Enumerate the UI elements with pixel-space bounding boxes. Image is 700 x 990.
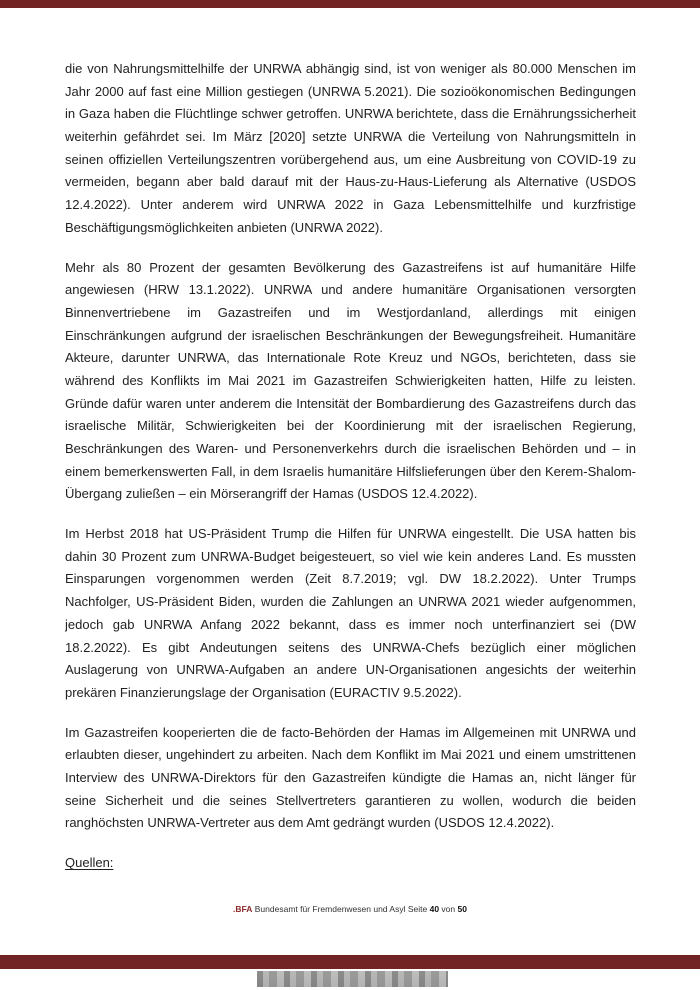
footer-page-number: 40	[429, 904, 440, 914]
text-line: Beschränkungen des Waren- und Personenverkehrs durch die israelischen Behörden und – in	[65, 441, 636, 456]
document-paragraphs	[65, 58, 636, 835]
text-line: einem bemerkenswerten Fall, in dem Israelis humanitäre Hilfslieferungen über den Kerem-Shalom-	[65, 463, 636, 479]
text-line: Im Gazastreifen kooperierten die de facto-Behörden der Hamas im Allgemeinen mit UNRWA und	[65, 724, 636, 740]
text-line: weiterhin gefährdet sei. Im März [2020] setzte UNRWA die Verteilung von Nahrungsmitteln in	[65, 129, 636, 145]
text-line: Mehr als 80 Prozent der gesamten Bevölkerung des Gazastreifens ist auf humanitäre Hilfe	[65, 259, 636, 275]
document-body	[65, 58, 636, 875]
text-line: Jahr 2000 auf fast eine Million gestiegen (UNRWA 5.2021). Die sozioökonomischen Bedingungen	[65, 83, 636, 99]
text-line: 18.2.2022). Es gibt Andeutungen seitens des UNRWA-Chefs bezüglich einer möglichen	[65, 639, 636, 655]
text-line: Interview des UNRWA-Direktors für den Gazastreifen kündigte die Hamas an, nicht länger für	[65, 769, 636, 785]
bottom-accent-bar	[0, 955, 700, 969]
text-line: Binnenvertriebene im Gazastreifen und im Westjordanland, allerdings mit einigen	[65, 304, 636, 320]
text-line: 12.4.2022). Unter anderem wird UNRWA 2022 in Gaza Lebensmittelhilfe und kurzfristige	[65, 197, 636, 213]
paragraph	[65, 523, 636, 705]
text-line: israelische Militär, Schwierigkeiten bei der Koordinierung mit der israelischen Regierung,	[65, 418, 636, 434]
footer-total-pages: 50	[457, 904, 467, 914]
bfa-logo-dot: .	[233, 904, 236, 914]
text-line: seine Sicherheit und die seines Stellvertreters garantieren zu wollen, wodurch die beiden	[65, 792, 636, 808]
text-line: Nachfolger, US-Präsident Biden, wurden die Zahlungen an UNRWA 2021 wieder aufgenommen,	[65, 594, 636, 610]
bfa-logo: BFA	[235, 904, 253, 914]
text-line: Akteure, darunter UNRWA, das Internationale Rote Kreuz und NGOs, berichteten, dass sie	[65, 350, 636, 366]
text-line: Einschränkungen aufgrund der israelischen Beschränkungen der Bewegungsfreiheit. Humanitäre	[65, 327, 636, 343]
text-line: die von Nahrungsmittelhilfe der UNRWA abhängig sind, ist von weniger als 80.000 Menschen im	[65, 61, 636, 76]
footer-von-text: von	[439, 904, 458, 914]
text-line: Einsparungen vorgenommen werden (Zeit 8.7.2019; vgl. DW 18.2.2022). Unter Trumps	[65, 571, 636, 587]
blurred-watermark-strip	[257, 971, 448, 987]
text-line: vermeiden, begann aber bald darauf mit der Haus-zu-Haus-Lieferung als Alternative (USDOS	[65, 174, 636, 190]
text-line: Auslagerung von UNRWA-Aufgaben an andere UN-Organisationen angesichts der weiterhin	[65, 662, 636, 678]
text-line: ranghöchsten UNRWA-Vertreter aus dem Amt gedrängt wurden (USDOS 12.4.2022).	[65, 815, 555, 831]
text-line: dahin 30 Prozent zum UNRWA-Budget beigesteuert, so viel wie kein anderes Land. Es mussten	[65, 548, 636, 564]
text-line: Beschäftigungsmöglichkeiten anbieten (UNRWA 2022).	[65, 219, 383, 235]
top-accent-bar	[0, 0, 700, 8]
footer-org-text: Bundesamt für Fremdenwesen und Asyl Seite	[252, 904, 430, 914]
text-line: Gründe dafür waren unter anderem die Intensität der Bombardierung des Gazastreifens durch das	[65, 395, 636, 411]
text-line: angewiesen (HRW 13.1.2022). UNRWA und andere humanitäre Organisationen versorgten	[65, 282, 636, 298]
text-line: prekären Finanzierungslage der Organisation (EURACTIV 9.5.2022).	[65, 684, 462, 700]
text-line: während des Konflikts im Mai 2021 im Gazastreifen Schwierigkeiten hatten, Hilfe zu leisten.	[65, 372, 636, 388]
text-line: erlaubten dieser, ungehindert zu arbeiten. Nach dem Konflikt im Mai 2021 und einem umstrittenen	[65, 747, 636, 763]
text-line: Im Herbst 2018 hat US-Präsident Trump die Hilfen für UNRWA eingestellt. Die USA hatten bis	[65, 526, 636, 542]
text-line: seinen offiziellen Verteilungszentren vorübergehend aus, um eine Ausbreitung von COVID-19 zu	[65, 151, 636, 167]
paragraph	[65, 257, 636, 507]
page-footer	[0, 903, 700, 915]
paragraph	[65, 58, 636, 240]
text-line: Übergang zuließen – ein Mörserangriff der Hamas (USDOS 12.4.2022).	[65, 486, 478, 502]
text-line: jedoch gab UNRWA Anfang 2022 bekannt, dass es immer noch unterfinanziert sei (DW	[65, 616, 636, 632]
sources-heading: Quellen:	[65, 855, 114, 870]
paragraph	[65, 722, 636, 835]
text-line: in Gaza haben die Flüchtlinge schwer getroffen. UNRWA berichtete, dass die Ernährungssicherheit	[65, 106, 636, 122]
